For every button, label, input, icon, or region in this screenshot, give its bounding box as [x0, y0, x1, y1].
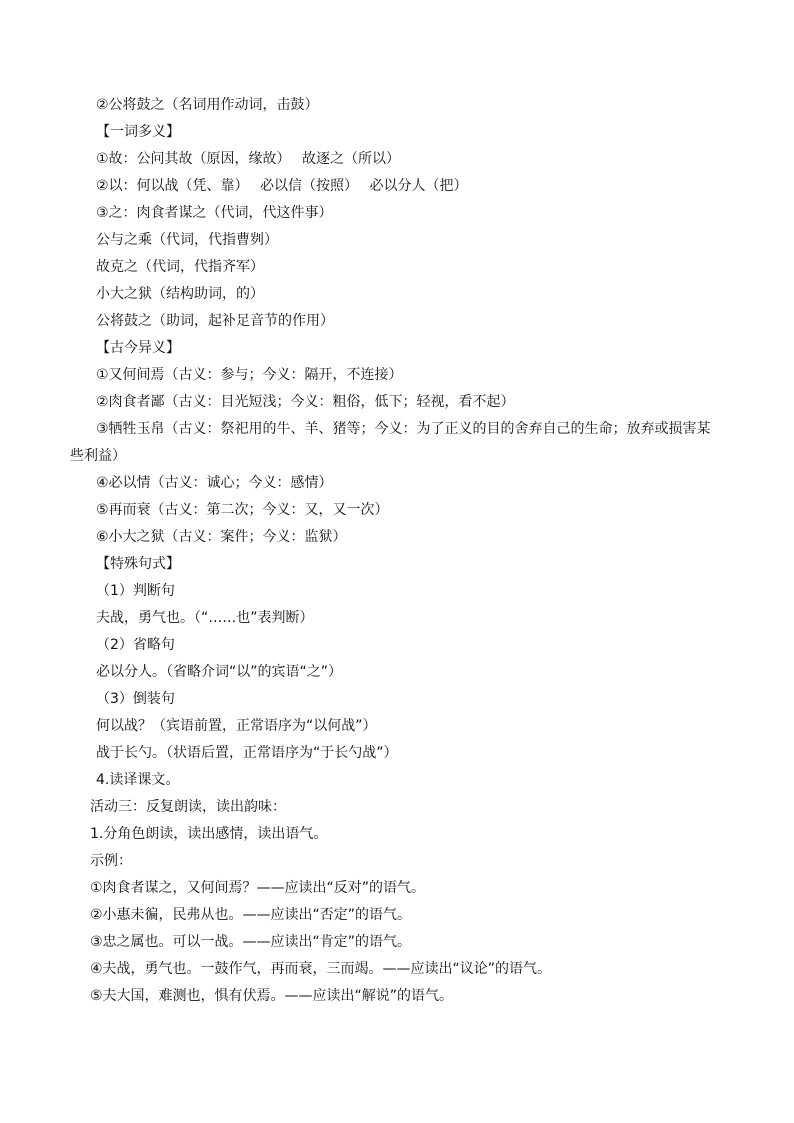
text-line: 活动三：反复朗读，读出韵味： — [90, 799, 286, 815]
text-line: ④夫战，勇气也。一鼓作气，再而衰，三而竭。——应读出“议论”的语气。 — [90, 961, 552, 977]
text-line: ②肉食者鄙（古义：目光短浅；今义：粗俗，低下；轻视，看不起） — [96, 394, 515, 410]
text-line: （2）省略句 — [96, 637, 175, 653]
section-heading: 【古今异义】 — [96, 340, 180, 356]
text-line: ⑥小大之狱（古义：案件；今义：监狱） — [96, 529, 347, 545]
text-line: ③牺牲玉帛（古义：祭祀用的牛、羊、猪等；今义：为了正义的目的舍弃自己的生命；放弃或损害某 — [96, 421, 711, 437]
text-line: （3）倒装句 — [96, 691, 175, 707]
text-line: 公与之乘（代词，代指曹刿） — [96, 232, 278, 248]
text-line: ⑤夫大国，难测也，惧有伏焉。——应读出“解说”的语气。 — [90, 988, 454, 1004]
text-line: 示例： — [90, 853, 132, 869]
text-line: ③之：肉食者谋之（代词，代这件事） — [96, 205, 333, 221]
text-line: 何以战？（宾语前置，正常语序为“以何战”） — [96, 718, 377, 734]
text-line: 必以分人。（省略介词“以”的宾语“之”） — [96, 664, 343, 680]
text-line: 夫战，勇气也。（“……也”表判断） — [96, 610, 314, 626]
text-line: ②以：何以战（凭、靠） 必以信（按照） 必以分人（把） — [96, 178, 468, 194]
text-line: 公将鼓之（助词，起补足音节的作用） — [96, 313, 334, 329]
section-heading: 【一词多义】 — [96, 124, 180, 140]
text-line: 1.分角色朗读，读出感情，读出语气。 — [90, 826, 328, 842]
text-line: ②公将鼓之（名词用作动词，击鼓） — [96, 97, 319, 113]
text-line: 故克之（代词，代指齐军） — [96, 259, 264, 275]
text-line: ①又何间焉（古义：参与；今义：隔开，不连接） — [96, 367, 403, 383]
text-line: （1）判断句 — [96, 583, 175, 599]
section-heading: 【特殊句式】 — [96, 556, 180, 572]
text-line: ⑤再而衰（古义：第二次；今义：又，又一次） — [96, 502, 389, 518]
text-line: ①故：公问其故（原因，缘故） 故逐之（所以） — [96, 151, 400, 167]
text-line: ②小惠未徧，民弗从也。——应读出“否定”的语气。 — [90, 907, 412, 923]
text-line: 4.读译课文。 — [96, 772, 180, 788]
text-line: 战于长勺。（状语后置，正常语序为“于长勺战”） — [96, 745, 398, 761]
text-line: ①肉食者谋之，又何间焉？——应读出“反对”的语气。 — [90, 880, 426, 896]
text-line: 些利益） — [70, 448, 126, 464]
text-line: 小大之狱（结构助词，的） — [96, 286, 264, 302]
text-line: ③忠之属也。可以一战。——应读出“肯定”的语气。 — [90, 934, 412, 950]
text-line: ④必以情（古义：诚心；今义：感情） — [96, 475, 333, 491]
